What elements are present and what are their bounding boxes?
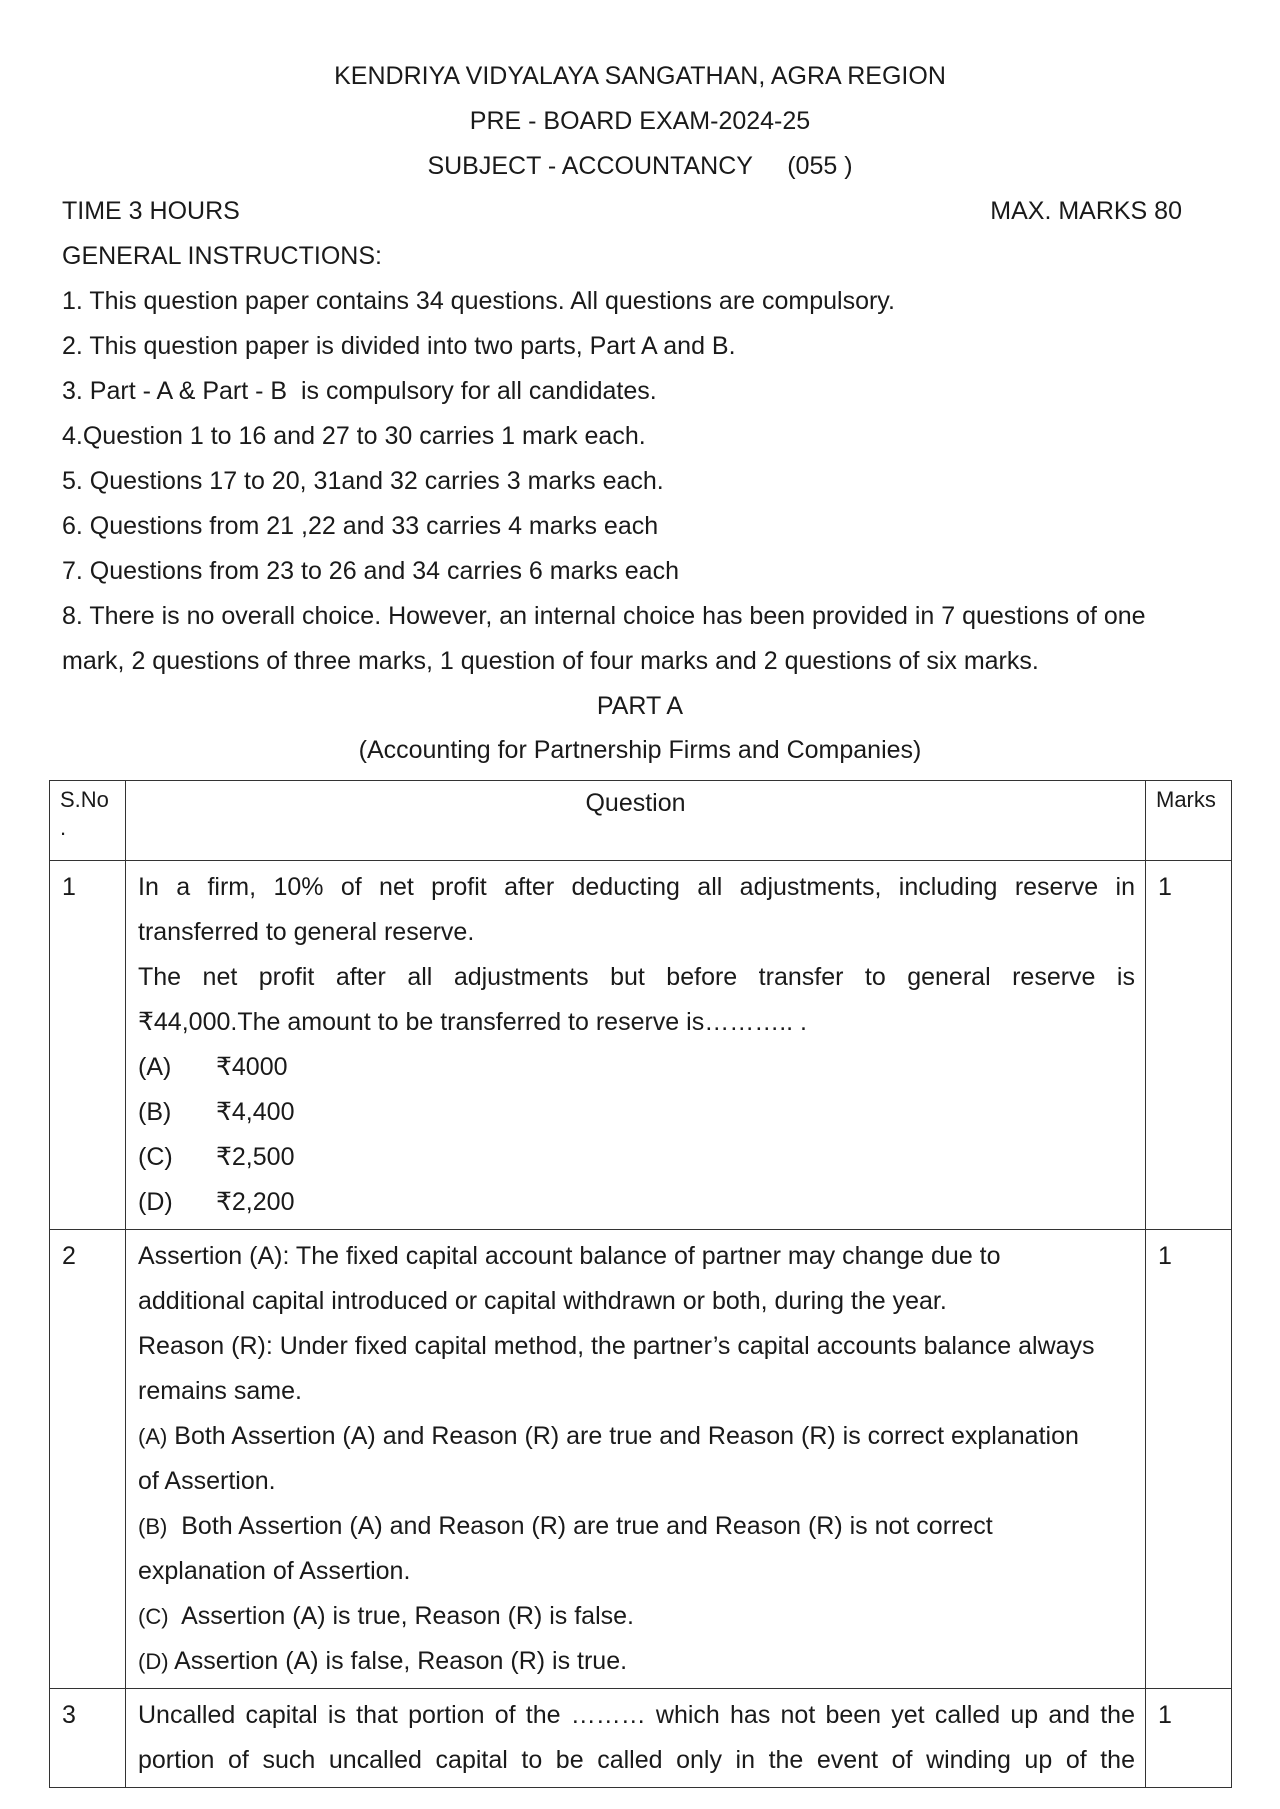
option: [138, 1639, 1135, 1684]
option: [138, 1594, 1135, 1639]
instruction-item: 6. Questions from 21 ,22 and 33 carries 4 marks each: [62, 512, 659, 540]
marks-cell: [1146, 1230, 1232, 1689]
marks-cell: [1146, 1689, 1232, 1788]
option: [138, 1180, 1135, 1225]
question-text: Reason (R): Under fixed capital method, the partner’s capital accounts balance always: [138, 1332, 1095, 1360]
option-text: ₹4,400: [216, 1098, 295, 1126]
instructions-heading: GENERAL INSTRUCTIONS:: [62, 242, 382, 270]
question-number: 2: [62, 1242, 76, 1270]
option-continuation: explanation of Assertion.: [138, 1557, 411, 1585]
question-cell: [126, 1689, 1146, 1788]
question-text: remains same.: [138, 1377, 302, 1405]
question-text: portion of such uncalled capital to be called only in the event of winding up of the: [138, 1746, 1135, 1774]
question-text: Assertion (A): The fixed capital account balance of partner may change due to: [138, 1242, 1001, 1270]
option-label: (C): [138, 1143, 173, 1171]
option-text: ₹2,500: [216, 1143, 295, 1171]
option-label: (B): [138, 1098, 172, 1126]
question-marks: 1: [1158, 873, 1172, 901]
question-number: 1: [62, 873, 76, 901]
instruction-item: 8. There is no overall choice. However, an internal choice has been provided in 7 questions of one: [62, 602, 1146, 630]
option-label: (D): [138, 1649, 169, 1674]
question-text: transferred to general reserve.: [138, 918, 475, 946]
table-row: [50, 861, 1232, 1230]
option-text: Assertion (A) is true, Reason (R) is false.: [181, 1602, 634, 1630]
option-continuation: of Assertion.: [138, 1467, 276, 1495]
marks-cell: [1146, 861, 1232, 1230]
option-text: Assertion (A) is false, Reason (R) is true.: [174, 1647, 628, 1675]
question-header-cell: [126, 781, 1146, 861]
instruction-item: 7. Questions from 23 to 26 and 34 carries 6 marks each: [62, 557, 679, 585]
option-label: (B): [138, 1514, 168, 1539]
sno-cell: [50, 1230, 126, 1689]
question-text: The net profit after all adjustments but before transfer to general reserve is: [138, 963, 1135, 991]
organization-title: KENDRIYA VIDYALAYA SANGATHAN, AGRA REGION: [334, 62, 946, 90]
part-title: PART A: [596, 692, 684, 720]
sno-header-dot: .: [60, 815, 67, 840]
option-text: ₹2,200: [216, 1188, 295, 1216]
table-row: [50, 1230, 1232, 1689]
sno-header-cell: [50, 781, 126, 861]
option-label: (A): [138, 1053, 172, 1081]
instruction-item: 3. Part - A & Part - B is compulsory for all candidates.: [62, 377, 657, 405]
exam-title: PRE - BOARD EXAM-2024-25: [469, 107, 811, 135]
question-marks: 1: [1158, 1242, 1172, 1270]
question-text: additional capital introduced or capital withdrawn or both, during the year.: [138, 1287, 947, 1315]
option-label: (C): [138, 1604, 169, 1629]
question-marks: 1: [1158, 1701, 1172, 1729]
subject-title: SUBJECT - ACCOUNTANCY (055 ): [427, 152, 853, 180]
sno-cell: [50, 1689, 126, 1788]
option: [138, 1414, 1135, 1459]
option-label: (D): [138, 1188, 173, 1216]
part-subtitle: (Accounting for Partnership Firms and Companies): [358, 736, 922, 764]
question-text: Uncalled capital is that portion of the ……… which has not been yet called up and the: [138, 1701, 1135, 1729]
question-table: [49, 780, 1232, 1788]
option: [138, 1135, 1135, 1180]
marks-header: Marks: [1156, 787, 1216, 812]
question-number: 3: [62, 1701, 76, 1729]
question-cell: [126, 1230, 1146, 1689]
option-text: ₹4000: [216, 1053, 288, 1081]
instruction-item: 2. This question paper is divided into two parts, Part A and B.: [62, 332, 736, 360]
max-marks-label: MAX. MARKS 80: [990, 197, 1182, 225]
instruction-item: 4.Question 1 to 16 and 27 to 30 carries 1 mark each.: [62, 422, 646, 450]
marks-header-cell: [1146, 781, 1232, 861]
question-cell: [126, 861, 1146, 1230]
sno-cell: [50, 861, 126, 1230]
instruction-item: 5. Questions 17 to 20, 31and 32 carries 3 marks each.: [62, 467, 664, 495]
option-text: Both Assertion (A) and Reason (R) are true and Reason (R) is correct explanation: [174, 1422, 1079, 1450]
option: [138, 1045, 1135, 1090]
question-header: Question: [585, 789, 686, 817]
time-label: TIME 3 HOURS: [62, 197, 240, 225]
sno-header: S.No: [60, 787, 109, 812]
option: [138, 1504, 1135, 1549]
table-header-row: [50, 781, 1232, 861]
option: [138, 1090, 1135, 1135]
question-text: ₹44,000.The amount to be transferred to reserve is……….. .: [138, 1008, 807, 1036]
table-row: [50, 1689, 1232, 1788]
instruction-item: 1. This question paper contains 34 questions. All questions are compulsory.: [62, 287, 895, 315]
option-label: (A): [138, 1424, 168, 1449]
question-text: In a firm, 10% of net profit after deducting all adjustments, including reserve in: [138, 873, 1135, 901]
instruction-item: mark, 2 questions of three marks, 1 question of four marks and 2 questions of six marks.: [62, 647, 1039, 675]
option-text: Both Assertion (A) and Reason (R) are true and Reason (R) is not correct: [181, 1512, 993, 1540]
